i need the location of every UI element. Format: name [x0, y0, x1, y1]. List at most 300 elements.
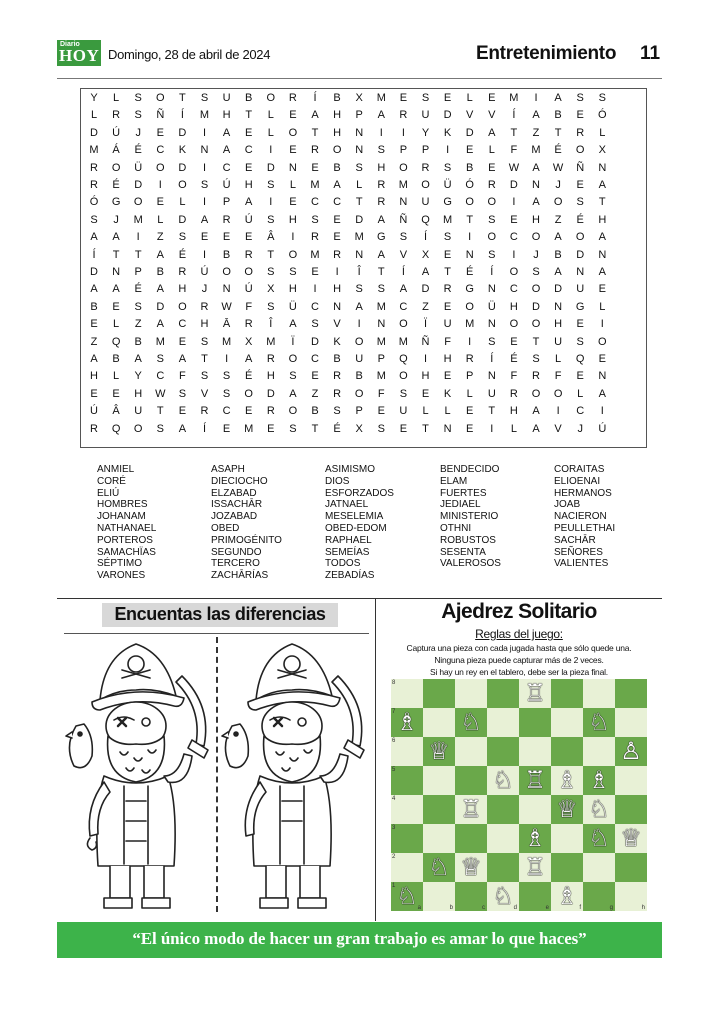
- chess-square[interactable]: [487, 679, 519, 708]
- grid-letter: R: [244, 248, 253, 261]
- grid-letter: O: [288, 353, 298, 365]
- word-list-item: JOAB: [554, 499, 581, 511]
- word-list-item: ROBUSTOS: [440, 534, 496, 546]
- grid-letter: O: [178, 179, 187, 191]
- rank-label: 3: [392, 825, 396, 831]
- grid-letter: U: [576, 283, 585, 296]
- chess-square[interactable]: [391, 737, 423, 766]
- grid-letter: R: [200, 300, 209, 313]
- word-list-item: ISSACHĀR: [211, 499, 263, 511]
- chess-piece[interactable]: ♕: [620, 824, 642, 852]
- grid-letter: Ñ: [156, 109, 165, 122]
- grid-letter: Ā: [222, 318, 231, 331]
- grid-letter: B: [554, 109, 562, 122]
- grid-letter: A: [598, 387, 606, 400]
- grid-letter: E: [222, 231, 231, 244]
- grid-letter: G: [465, 283, 474, 296]
- chess-piece[interactable]: ♗: [556, 766, 578, 794]
- file-label: h: [641, 905, 645, 911]
- grid-letter: Í: [490, 353, 494, 365]
- grid-letter: A: [598, 179, 606, 191]
- grid-letter: S: [289, 422, 297, 435]
- grid-letter: D: [178, 213, 187, 226]
- grid-letter: S: [377, 144, 385, 157]
- grid-letter: I: [600, 405, 604, 418]
- grid-letter: E: [289, 196, 297, 209]
- grid-letter: O: [156, 92, 165, 104]
- word-search-grid: [80, 88, 647, 448]
- grid-letter: Z: [134, 318, 142, 331]
- chess-piece[interactable]: ♘: [428, 853, 450, 881]
- grid-letter: A: [355, 300, 363, 313]
- grid-letter: N: [487, 370, 496, 383]
- word-list-item: ELZABAD: [211, 487, 257, 499]
- grid-letter: H: [421, 370, 430, 383]
- grid-letter: M: [89, 144, 99, 157]
- grid-letter: B: [134, 335, 142, 348]
- chess-piece[interactable]: ♕: [460, 853, 482, 881]
- chess-square[interactable]: [615, 882, 647, 911]
- grid-letter: B: [355, 370, 363, 383]
- grid-letter: M: [354, 231, 364, 244]
- grid-letter: O: [531, 231, 541, 244]
- chess-square[interactable]: [551, 708, 583, 737]
- grid-letter: L: [599, 300, 606, 313]
- grid-letter: R: [333, 370, 342, 383]
- grid-letter: U: [487, 387, 496, 400]
- grid-letter: S: [156, 422, 164, 435]
- grid-letter: B: [333, 92, 341, 104]
- grid-letter: X: [598, 144, 606, 157]
- grid-letter: Ñ: [576, 161, 585, 174]
- chess-piece[interactable]: ♘: [460, 708, 482, 736]
- grid-letter: É: [112, 179, 120, 191]
- grid-letter: T: [355, 196, 363, 209]
- grid-letter: I: [357, 318, 361, 331]
- chess-piece[interactable]: ♘: [588, 795, 610, 823]
- grid-letter: E: [443, 370, 452, 383]
- grid-letter: V: [466, 109, 474, 122]
- grid-letter: H: [377, 161, 386, 174]
- chess-piece[interactable]: ♘: [396, 882, 418, 910]
- grid-letter: Â: [267, 231, 275, 244]
- grid-letter: Ü: [288, 300, 297, 313]
- chess-square[interactable]: [455, 824, 487, 853]
- grid-letter: M: [531, 144, 541, 157]
- grid-letter: R: [465, 353, 474, 365]
- grid-letter: J: [113, 213, 119, 226]
- chess-square[interactable]: [455, 766, 487, 795]
- chess-square[interactable]: [551, 853, 583, 882]
- grid-letter: N: [200, 144, 209, 157]
- grid-letter: R: [377, 196, 386, 209]
- grid-letter: N: [443, 422, 452, 435]
- chess-square[interactable]: [583, 882, 615, 911]
- grid-letter: E: [466, 144, 474, 157]
- grid-letter: T: [598, 196, 606, 209]
- grid-letter: T: [444, 266, 451, 278]
- chess-square[interactable]: [615, 766, 647, 795]
- grid-letter: E: [333, 213, 341, 226]
- grid-letter: W: [552, 161, 564, 174]
- grid-letter: A: [289, 387, 297, 400]
- grid-letter: R: [90, 422, 98, 435]
- chess-square[interactable]: [455, 679, 487, 708]
- chess-piece[interactable]: ♖: [524, 766, 546, 794]
- grid-letter: S: [222, 387, 231, 400]
- grid-letter: I: [225, 353, 229, 365]
- grid-letter: E: [576, 370, 584, 383]
- chess-title: Ajedrez Solitario: [441, 600, 597, 623]
- grid-letter: E: [576, 318, 584, 331]
- chess-square[interactable]: [487, 708, 519, 737]
- chess-piece[interactable]: ♖: [524, 679, 546, 707]
- chess-square[interactable]: [615, 708, 647, 737]
- rank-label: 1: [392, 883, 396, 889]
- grid-letter: O: [399, 161, 408, 174]
- grid-letter: H: [554, 318, 563, 331]
- chess-square[interactable]: [551, 679, 583, 708]
- chess-square[interactable]: [583, 853, 615, 882]
- grid-letter: H: [178, 283, 187, 296]
- file-label: b: [449, 905, 453, 911]
- grid-letter: I: [269, 196, 273, 209]
- grid-letter: K: [443, 387, 452, 400]
- chess-piece[interactable]: ♖: [460, 795, 482, 823]
- grid-letter: Z: [422, 300, 429, 313]
- grid-letter: V: [488, 109, 496, 122]
- grid-letter: H: [244, 179, 253, 191]
- grid-letter: O: [509, 266, 519, 278]
- grid-letter: F: [444, 335, 451, 348]
- grid-letter: P: [421, 144, 430, 157]
- grid-letter: L: [267, 109, 274, 122]
- chess-piece[interactable]: ♘: [492, 882, 514, 910]
- grid-letter: W: [155, 387, 166, 400]
- grid-letter: M: [398, 179, 408, 191]
- grid-letter: É: [576, 213, 584, 226]
- grid-letter: D: [532, 300, 540, 313]
- grid-letter: Í: [512, 109, 516, 122]
- section-title: Entretenimiento: [476, 43, 617, 64]
- grid-letter: A: [399, 283, 408, 296]
- word-list-item: JEDIAEL: [440, 499, 481, 511]
- grid-letter: A: [112, 231, 120, 244]
- grid-letter: I: [401, 126, 405, 139]
- grid-letter: C: [509, 283, 518, 296]
- word-list-item: HOMBRES: [97, 499, 148, 511]
- grid-letter: C: [222, 405, 231, 418]
- grid-letter: Ñ: [421, 335, 430, 348]
- word-list-item: SACHĀR: [554, 534, 596, 546]
- grid-letter: P: [355, 109, 363, 122]
- chess-square[interactable]: [423, 824, 455, 853]
- grid-letter: P: [466, 370, 474, 383]
- grid-letter: E: [377, 405, 385, 418]
- grid-letter: N: [222, 283, 231, 296]
- grid-letter: D: [355, 213, 364, 226]
- grid-letter: U: [399, 405, 408, 418]
- grid-letter: Ú: [244, 283, 253, 296]
- chess-square[interactable]: [455, 882, 487, 911]
- grid-letter: O: [133, 196, 143, 209]
- chess-square[interactable]: [423, 882, 455, 911]
- grid-letter: P: [355, 405, 363, 418]
- chess-square[interactable]: [423, 766, 455, 795]
- grid-letter: H: [509, 300, 518, 313]
- grid-letter: N: [355, 248, 364, 261]
- grid-letter: R: [288, 92, 297, 104]
- grid-letter: I: [202, 126, 207, 139]
- word-list-item: NACIERON: [554, 511, 607, 523]
- grid-letter: O: [531, 283, 541, 296]
- chess-piece[interactable]: ♕: [428, 737, 450, 765]
- header-divider: [57, 78, 662, 79]
- grid-letter: E: [156, 126, 164, 139]
- grid-letter: H: [222, 109, 231, 122]
- grid-letter: S: [156, 353, 164, 365]
- grid-letter: L: [510, 422, 517, 435]
- chess-square[interactable]: [423, 708, 455, 737]
- grid-letter: H: [333, 126, 342, 139]
- chess-square[interactable]: [583, 679, 615, 708]
- grid-letter: D: [178, 126, 187, 139]
- grid-letter: H: [598, 213, 607, 226]
- grid-letter: A: [532, 161, 540, 174]
- chess-piece[interactable]: ♖: [524, 853, 546, 881]
- grid-letter: S: [289, 370, 297, 383]
- word-list-item: ASAPH: [211, 464, 245, 475]
- grid-letter: Ü: [443, 179, 452, 191]
- grid-letter: L: [113, 318, 120, 331]
- chess-square[interactable]: [487, 795, 519, 824]
- grid-letter: E: [178, 335, 187, 348]
- grid-letter: B: [333, 161, 341, 174]
- rank-label: 7: [392, 709, 396, 715]
- chess-square[interactable]: [615, 795, 647, 824]
- grid-letter: I: [468, 335, 472, 348]
- grid-letter: A: [488, 126, 496, 139]
- chess-square[interactable]: [423, 679, 455, 708]
- chess-square[interactable]: [583, 737, 615, 766]
- grid-letter: S: [267, 213, 275, 226]
- grid-letter: H: [134, 387, 143, 400]
- grid-letter: M: [133, 213, 143, 226]
- grid-letter: R: [311, 144, 319, 157]
- grid-letter: L: [488, 144, 495, 157]
- chess-square[interactable]: [615, 853, 647, 882]
- issue-date: Domingo, 28 de abril de 2024: [108, 47, 271, 62]
- differences-dashed-separator: [216, 637, 218, 912]
- chess-piece[interactable]: ♘: [492, 766, 514, 794]
- grid-letter: C: [509, 231, 518, 244]
- chess-square[interactable]: [519, 708, 551, 737]
- grid-letter: A: [178, 422, 187, 435]
- grid-letter: S: [200, 335, 209, 348]
- grid-letter: A: [333, 179, 341, 191]
- grid-letter: D: [576, 248, 585, 261]
- chess-piece[interactable]: ♕: [556, 795, 578, 823]
- grid-letter: I: [534, 92, 538, 104]
- word-list-item: ESFORZADOS: [325, 487, 394, 499]
- word-list-item: PRIMOGÉNITO: [211, 534, 282, 546]
- grid-letter: R: [532, 370, 540, 383]
- word-list-item: HERMANOS: [554, 487, 612, 499]
- grid-letter: E: [466, 405, 474, 418]
- grid-letter: Í: [401, 266, 405, 278]
- grid-letter: J: [577, 422, 583, 435]
- word-list-item: NATHANAEL: [97, 522, 157, 534]
- grid-letter: E: [245, 126, 253, 139]
- chess-piece[interactable]: ♗: [396, 708, 418, 736]
- chess-square[interactable]: [487, 853, 519, 882]
- chess-square[interactable]: [391, 853, 423, 882]
- grid-letter: S: [134, 92, 142, 104]
- grid-letter: Q: [399, 353, 408, 365]
- chess-rule-1: Captura una pieza con cada jugada hasta que sólo quede una.: [406, 643, 632, 653]
- grid-letter: D: [509, 179, 518, 191]
- quote-text: “El único modo de hacer un gran trabajo es amar lo que haces”: [132, 929, 587, 948]
- chess-square[interactable]: [391, 679, 423, 708]
- grid-letter: D: [311, 335, 319, 348]
- rank-label: 5: [392, 767, 396, 773]
- rank-label: 2: [392, 854, 396, 860]
- grid-letter: N: [377, 318, 386, 331]
- chess-piece[interactable]: ♘: [588, 708, 610, 736]
- grid-letter: Ü: [487, 300, 496, 313]
- grid-letter: S: [443, 161, 452, 174]
- grid-letter: Ó: [465, 179, 474, 191]
- grid-letter: D: [266, 161, 275, 174]
- grid-letter: S: [399, 231, 408, 244]
- chess-square[interactable]: [551, 824, 583, 853]
- chess-square[interactable]: [391, 795, 423, 824]
- grid-letter: C: [311, 196, 319, 209]
- grid-letter: E: [90, 387, 98, 400]
- grid-letter: Z: [156, 231, 164, 244]
- chess-piece[interactable]: ♙: [620, 737, 642, 765]
- grid-letter: T: [377, 266, 385, 278]
- word-list-item: ANMIEL: [97, 464, 135, 475]
- grid-letter: S: [311, 213, 319, 226]
- grid-letter: Z: [311, 387, 319, 400]
- chess-square[interactable]: [423, 795, 455, 824]
- chess-square[interactable]: [519, 795, 551, 824]
- grid-letter: M: [266, 335, 276, 348]
- word-list-item: SEMEÍAS: [325, 546, 370, 558]
- grid-letter: A: [311, 109, 319, 122]
- grid-letter: C: [244, 144, 253, 157]
- grid-letter: E: [598, 283, 606, 296]
- grid-letter: S: [488, 213, 496, 226]
- chess-piece[interactable]: ♘: [588, 824, 610, 852]
- grid-letter: S: [576, 196, 584, 209]
- rank-label: 8: [392, 680, 396, 686]
- grid-letter: N: [487, 318, 496, 331]
- grid-letter: O: [487, 231, 497, 244]
- chess-square[interactable]: [615, 679, 647, 708]
- grid-letter: E: [311, 266, 319, 278]
- grid-letter: I: [379, 126, 383, 139]
- grid-letter: N: [576, 266, 585, 278]
- grid-letter: C: [399, 300, 408, 313]
- grid-letter: A: [222, 126, 231, 139]
- chess-rule-3: Si hay un rey en el tablero, debe ser la pieza final.: [430, 667, 608, 677]
- grid-letter: A: [156, 318, 164, 331]
- section-divider-horizontal: [57, 598, 662, 599]
- grid-letter: E: [488, 161, 496, 174]
- grid-letter: Î: [357, 266, 361, 278]
- grid-letter: H: [200, 318, 209, 331]
- grid-letter: E: [311, 370, 319, 383]
- grid-letter: M: [376, 370, 386, 383]
- grid-letter: O: [156, 161, 165, 174]
- grid-letter: E: [112, 387, 120, 400]
- grid-letter: T: [466, 213, 474, 226]
- grid-letter: F: [245, 300, 253, 313]
- word-list-item: OBED: [211, 522, 240, 534]
- chess-square[interactable]: [391, 824, 423, 853]
- grid-letter: E: [222, 422, 231, 435]
- grid-letter: A: [200, 213, 209, 226]
- grid-letter: T: [311, 126, 319, 139]
- newspaper-logo: [57, 40, 101, 66]
- grid-letter: A: [178, 353, 187, 365]
- grid-letter: R: [112, 109, 121, 122]
- grid-letter: S: [267, 300, 275, 313]
- word-list-item: JOHANAM: [97, 511, 146, 523]
- grid-letter: E: [399, 422, 408, 435]
- grid-letter: M: [398, 335, 408, 348]
- grid-letter: P: [399, 144, 408, 157]
- word-column: [211, 464, 282, 582]
- grid-letter: Z: [532, 126, 540, 139]
- chess-square[interactable]: [519, 737, 551, 766]
- grid-letter: H: [90, 370, 98, 383]
- grid-letter: A: [90, 353, 98, 365]
- chess-square[interactable]: [487, 824, 519, 853]
- grid-letter: G: [377, 231, 386, 244]
- chess-square[interactable]: [391, 766, 423, 795]
- grid-letter: T: [245, 109, 253, 122]
- grid-letter: É: [466, 266, 474, 278]
- grid-letter: Ó: [598, 109, 607, 122]
- grid-letter: C: [311, 353, 319, 365]
- chess-square[interactable]: [519, 882, 551, 911]
- grid-letter: I: [291, 231, 295, 244]
- file-label: g: [609, 905, 613, 911]
- grid-letter: I: [269, 144, 273, 157]
- grid-letter: M: [376, 300, 386, 313]
- chess-square[interactable]: [551, 737, 583, 766]
- chess-piece[interactable]: ♗: [588, 766, 610, 794]
- grid-letter: E: [333, 231, 341, 244]
- grid-letter: S: [377, 283, 385, 296]
- grid-letter: B: [112, 353, 120, 365]
- grid-letter: Â: [112, 405, 120, 418]
- chess-piece[interactable]: ♗: [524, 824, 546, 852]
- grid-letter: E: [245, 405, 253, 418]
- chess-piece[interactable]: ♗: [556, 882, 578, 910]
- chess-square[interactable]: [487, 737, 519, 766]
- chess-square[interactable]: [455, 737, 487, 766]
- grid-letter: N: [598, 161, 607, 174]
- grid-letter: O: [332, 144, 342, 157]
- grid-letter: L: [466, 387, 473, 400]
- grid-letter: A: [377, 109, 385, 122]
- grid-letter: R: [487, 179, 496, 191]
- grid-letter: S: [532, 266, 540, 278]
